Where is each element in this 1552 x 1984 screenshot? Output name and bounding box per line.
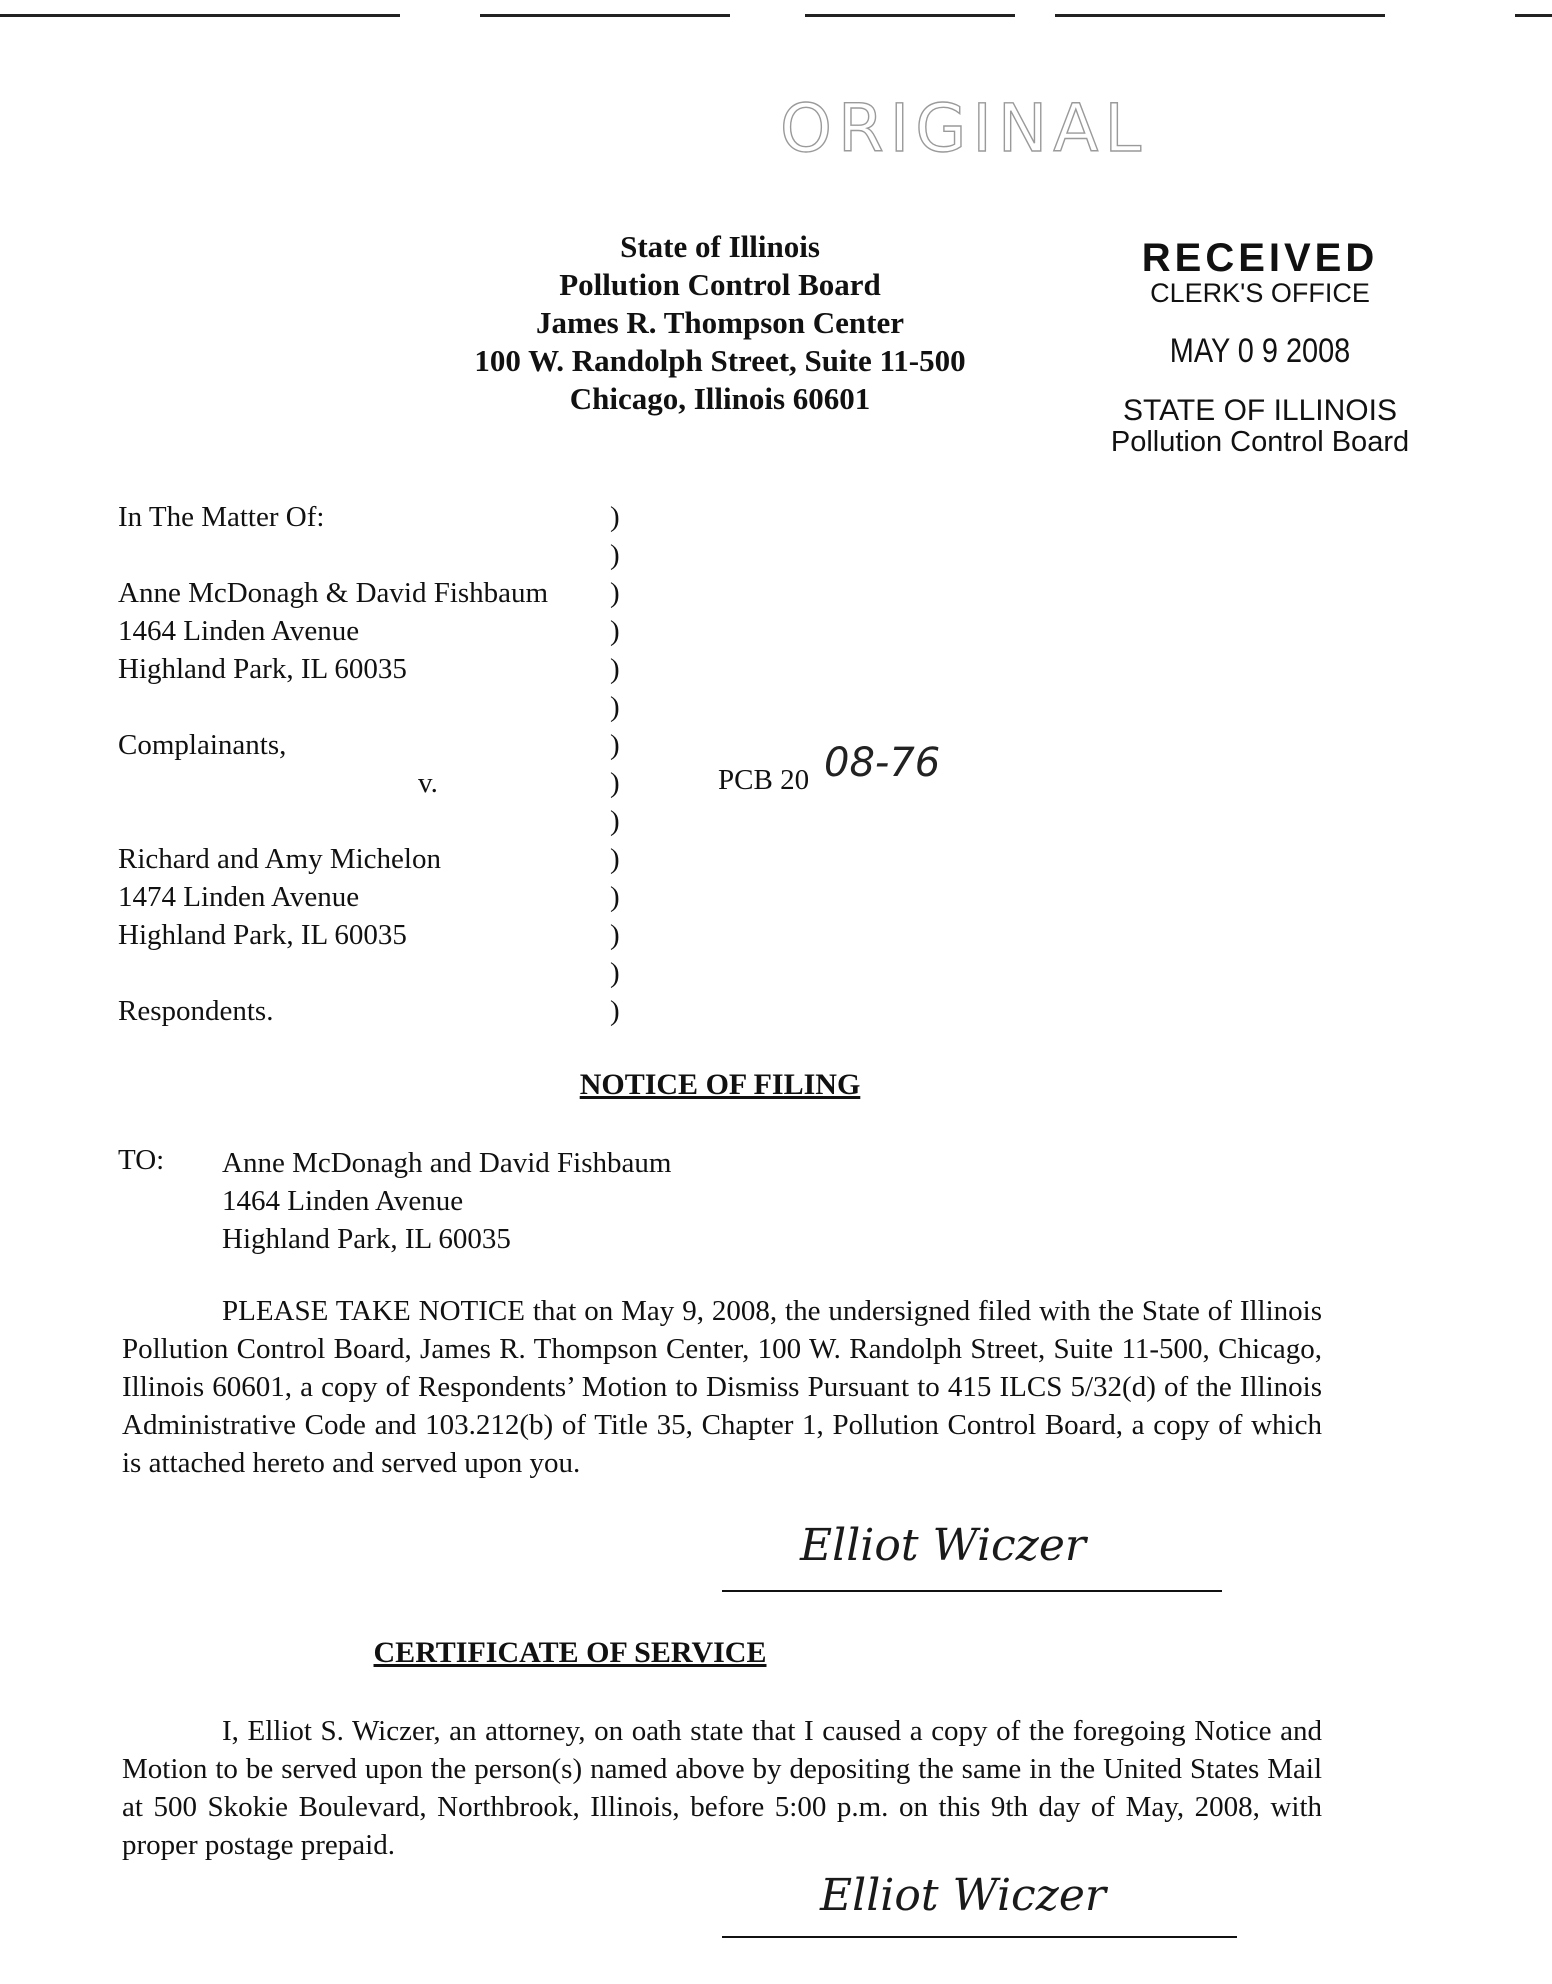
scan-artifact-line	[1515, 14, 1552, 17]
caption-complainant-city: Highland Park, IL 60035	[118, 653, 407, 685]
received-stamp	[1090, 238, 1430, 458]
caption-parentheses: ) ) ) ) ) ) ) ) ) ) ) ) ) )	[610, 501, 620, 1027]
scan-artifact-line	[1055, 14, 1385, 17]
caption-matter: In The Matter Of:	[118, 501, 325, 533]
notice-heading: NOTICE OF FILING	[579, 1068, 861, 1101]
notice-to-city: Highland Park, IL 60035	[222, 1223, 511, 1255]
notice-body	[122, 1292, 1322, 1482]
case-number-handwritten: 08-76	[824, 740, 941, 786]
court-header	[400, 228, 1040, 418]
caption-blank	[118, 954, 548, 992]
notice-body-text: PLEASE TAKE NOTICE that on May 9, 2008, the undersigned filed with the State of Illinois Pollution Control Board, James R. Thompson Center, 100 W. Randolph Street, Suite 11-500, Chicago, Illinois 60601, a copy of Respondents’ Motion to Dismiss Pursuant to 415 ILCS 5/32(d) of the Illinois Administrative Code and 103.212(b) of Title 35, Chapter 1, Pollution Control Board, a copy of which is attached hereto and served upon you.	[122, 1295, 1322, 1479]
notice-signature: Elliot Wiczer	[800, 1520, 1086, 1571]
certificate-heading: CERTIFICATE OF SERVICE	[373, 1636, 767, 1669]
caption-respondent-city: Highland Park, IL 60035	[118, 919, 407, 951]
notice-to-label: TO:	[118, 1144, 165, 1176]
caption-blank	[118, 688, 548, 726]
notice-signature-line	[722, 1590, 1222, 1592]
caption-blank	[118, 536, 548, 574]
header-line: 100 W. Randolph Street, Suite 11-500	[474, 343, 966, 378]
notice-to-address	[222, 1144, 671, 1258]
scan-artifact-line	[480, 14, 730, 17]
caption-complainants-label: Complainants,	[118, 729, 287, 761]
caption-versus: v.	[418, 767, 438, 799]
received-date: MAY 0 9 2008	[1169, 332, 1351, 370]
scan-artifact-line	[0, 14, 400, 17]
caption-respondent-names: Richard and Amy Michelon	[118, 843, 441, 875]
scan-artifact-line	[805, 14, 1015, 17]
caption-blank	[118, 802, 548, 840]
header-line: Chicago, Illinois 60601	[569, 381, 871, 416]
header-line: James R. Thompson Center	[536, 305, 904, 340]
header-line: Pollution Control Board	[559, 267, 881, 302]
caption-complainant-street: 1464 Linden Avenue	[118, 615, 360, 647]
received-title: RECEIVED	[1141, 236, 1379, 280]
received-office: CLERK'S OFFICE	[1150, 278, 1370, 308]
notice-to-street: 1464 Linden Avenue	[222, 1185, 464, 1217]
caption-respondents-label: Respondents.	[118, 995, 274, 1027]
case-number-prefix: PCB 20	[718, 764, 810, 796]
notice-to-name: Anne McDonagh and David Fishbaum	[222, 1147, 672, 1179]
caption-respondent-street: 1474 Linden Avenue	[118, 881, 360, 913]
received-board: Pollution Control Board	[1110, 426, 1410, 458]
certificate-signature-line	[722, 1936, 1237, 1938]
header-line: State of Illinois	[620, 229, 820, 264]
case-caption	[118, 498, 548, 1030]
received-state: STATE OF ILLINOIS	[1123, 394, 1397, 427]
certificate-body	[122, 1712, 1322, 1864]
certificate-signature: Elliot Wiczer	[820, 1870, 1106, 1921]
original-stamp: ORIGINAL	[780, 90, 1148, 167]
caption-complainant-names: Anne McDonagh & David Fishbaum	[118, 577, 549, 609]
certificate-body-text: I, Elliot S. Wiczer, an attorney, on oath state that I caused a copy of the foregoing Notice and Motion to be served upon the person(s) named above by depositing the same in the United States Mail at 500 Skokie Boulevard, Northbrook, Illinois, before 5:00 p.m. on this 9th day of May, 2008, with proper postage prepaid.	[122, 1715, 1322, 1861]
